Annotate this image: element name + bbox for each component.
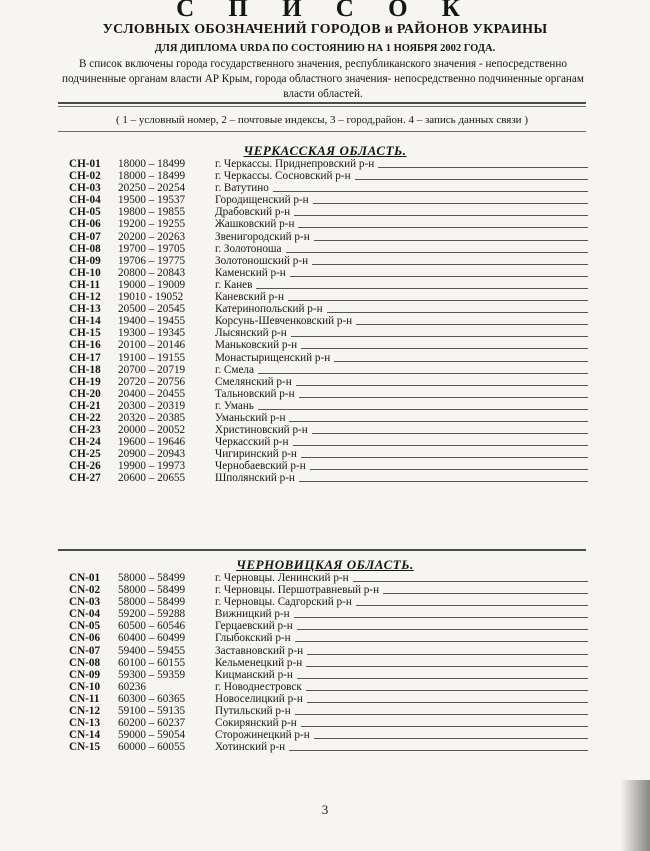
row-entry-line xyxy=(289,421,588,422)
row-entry-line xyxy=(383,593,588,594)
table-row xyxy=(0,681,650,693)
row-code: CN-08 xyxy=(69,656,101,669)
row-entry-line xyxy=(307,654,588,655)
row-code: СН-26 xyxy=(69,460,101,473)
row-postal-range: 19000 – 19009 xyxy=(118,278,186,291)
row-postal-range: 19010 - 19052 xyxy=(118,291,184,304)
row-place-name: г. Черновцы. Ленинский р-н xyxy=(215,572,349,584)
row-postal-range: 58000 – 58499 xyxy=(118,572,186,584)
row-postal-range: 19900 – 19973 xyxy=(118,460,186,473)
row-place-name: Христиновский р-н xyxy=(215,424,308,437)
table-row xyxy=(0,705,650,717)
row-place-name: г. Золотоноша xyxy=(215,242,282,255)
row-code: CN-14 xyxy=(69,729,101,742)
row-place-name: Сторожинецкий р-н xyxy=(215,729,310,742)
row-place-name: Золотоношский р-н xyxy=(215,254,309,267)
row-code: CN-06 xyxy=(69,632,101,645)
row-postal-range: 60500 – 60546 xyxy=(118,620,186,633)
row-code: CN-02 xyxy=(69,584,101,597)
table-row xyxy=(0,218,650,230)
row-entry-line xyxy=(296,385,588,386)
row-postal-range: 60236 xyxy=(118,680,146,693)
row-entry-line xyxy=(353,581,588,582)
divider xyxy=(58,102,586,104)
row-code: СН-17 xyxy=(69,351,101,364)
table-row xyxy=(0,608,650,620)
row-entry-line xyxy=(334,361,588,362)
row-entry-line xyxy=(301,348,588,349)
row-code: CN-12 xyxy=(69,705,101,718)
row-place-name: Сокирянский р-н xyxy=(215,717,297,730)
row-code: СН-15 xyxy=(69,327,101,340)
row-code: СН-09 xyxy=(69,254,101,267)
table-row xyxy=(0,632,650,644)
row-postal-range: 19600 – 19646 xyxy=(118,436,186,449)
row-postal-range: 59100 – 59135 xyxy=(118,705,186,718)
row-code: CN-01 xyxy=(69,572,101,584)
row-postal-range: 60100 – 60155 xyxy=(118,656,186,669)
row-entry-line xyxy=(297,678,588,679)
row-entry-line xyxy=(306,666,588,667)
document-description: В список включены города государственного значения, республиканского значения - непосредственно подчиненные органам власти АР Крым, города областного значения- непосредственно подчиненные органам власти областей. xyxy=(62,58,584,101)
row-place-name: г. Новоднестровск xyxy=(215,680,302,693)
table-row xyxy=(0,231,650,243)
row-postal-range: 19800 – 19855 xyxy=(118,206,186,219)
row-place-name: Лысянский р-н xyxy=(215,327,287,340)
row-entry-line xyxy=(310,469,588,470)
row-place-name: Герцаевский р-н xyxy=(215,620,293,633)
row-postal-range: 20200 – 20263 xyxy=(118,230,186,243)
row-postal-range: 60000 – 60055 xyxy=(118,741,186,754)
row-entry-line xyxy=(298,227,588,228)
row-postal-range: 58000 – 58499 xyxy=(118,584,186,597)
document-subtitle: УСЛОВНЫХ ОБОЗНАЧЕНИЙ ГОРОДОВ и РАЙОНОВ УКРАИНЫ xyxy=(102,22,548,37)
row-code: СН-22 xyxy=(69,411,101,424)
row-postal-range: 20800 – 20843 xyxy=(118,266,186,279)
row-entry-line xyxy=(290,276,588,277)
table-row xyxy=(0,194,650,206)
row-place-name: Уманьский р-н xyxy=(215,411,286,424)
table-row xyxy=(0,472,650,484)
row-postal-range: 19100 – 19155 xyxy=(118,351,186,364)
row-code: СН-24 xyxy=(69,436,101,449)
table-row xyxy=(0,400,650,412)
row-code: СН-05 xyxy=(69,206,101,219)
table-row xyxy=(0,303,650,315)
row-place-name: Чернобаевский р-н xyxy=(215,460,306,473)
row-place-name: Монастырищенский р-н xyxy=(215,351,331,364)
row-code: СН-03 xyxy=(69,182,101,195)
table-row xyxy=(0,596,650,608)
region-title-chernivtsi: ЧЕРНОВИЦКАЯ ОБЛАСТЬ. xyxy=(236,557,414,572)
row-code: CN-09 xyxy=(69,668,101,681)
table-row xyxy=(0,364,650,376)
row-code: CN-07 xyxy=(69,644,101,657)
row-postal-range: 20500 – 20545 xyxy=(118,303,186,316)
row-entry-line xyxy=(301,457,588,458)
table-row xyxy=(0,436,650,448)
row-code: СН-13 xyxy=(69,303,101,316)
table-row xyxy=(0,424,650,436)
table-row xyxy=(0,339,650,351)
row-postal-range: 20400 – 20455 xyxy=(118,387,186,400)
table-row xyxy=(0,170,650,182)
table-row xyxy=(0,693,650,705)
row-entry-line xyxy=(299,481,588,482)
row-place-name: Черкасский р-н xyxy=(215,436,289,449)
table-row xyxy=(0,729,650,741)
row-place-name: Кельменецкий р-н xyxy=(215,656,303,669)
row-entry-line xyxy=(286,252,588,253)
row-code: СН-12 xyxy=(69,291,101,304)
row-place-name: Корсунь-Шевченковский р-н xyxy=(215,315,353,328)
row-postal-range: 20320 – 20385 xyxy=(118,411,186,424)
region-title-cherkasy: ЧЕРКАССКАЯ ОБЛАСТЬ. xyxy=(243,143,407,158)
row-code: CN-10 xyxy=(69,680,101,693)
row-code: СН-11 xyxy=(69,278,101,291)
row-place-name: Городищенский р-н xyxy=(215,194,309,207)
row-code: СН-07 xyxy=(69,230,101,243)
row-entry-line xyxy=(314,738,588,739)
row-place-name: г. Умань xyxy=(215,399,254,412)
divider xyxy=(58,131,586,132)
table-row xyxy=(0,448,650,460)
divider xyxy=(58,106,586,107)
row-entry-line xyxy=(355,179,588,180)
row-postal-range: 18000 – 18499 xyxy=(118,158,186,170)
row-postal-range: 18000 – 18499 xyxy=(118,170,186,183)
table-row xyxy=(0,315,650,327)
row-place-name: г. Черновцы. Садгорский р-н xyxy=(215,596,352,609)
region-table-cherkasy xyxy=(0,158,650,485)
row-code: CN-11 xyxy=(69,692,100,705)
row-entry-line xyxy=(313,203,588,204)
row-place-name: Тальновский р-н xyxy=(215,387,295,400)
row-postal-range: 59400 – 59455 xyxy=(118,644,186,657)
document-subtitle-date: ДЛЯ ДИПЛОМА URDA ПО СОСТОЯНИЮ НА 1 НОЯБРЯ 2002 ГОДА. xyxy=(154,43,496,54)
table-row xyxy=(0,669,650,681)
table-row xyxy=(0,572,650,584)
row-place-name: Катеринопольский р-н xyxy=(215,303,323,316)
row-postal-range: 59000 – 59054 xyxy=(118,729,186,742)
row-place-name: Путильский р-н xyxy=(215,705,291,718)
row-place-name: Маньковский р-н xyxy=(215,339,298,352)
row-entry-line xyxy=(378,167,588,168)
row-postal-range: 19700 – 19705 xyxy=(118,242,186,255)
row-code: CN-03 xyxy=(69,596,101,609)
row-postal-range: 20720 – 20756 xyxy=(118,375,186,388)
table-row xyxy=(0,291,650,303)
row-code: СН-02 xyxy=(69,170,101,183)
row-entry-line xyxy=(258,409,588,410)
row-code: СН-21 xyxy=(69,399,101,412)
row-place-name: Смелянский р-н xyxy=(215,375,292,388)
table-row xyxy=(0,327,650,339)
row-place-name: Шполянский р-н xyxy=(215,472,295,485)
row-code: CN-13 xyxy=(69,717,101,730)
row-entry-line xyxy=(356,605,588,606)
row-code: СН-06 xyxy=(69,218,101,231)
row-entry-line xyxy=(289,750,588,751)
row-code: CN-05 xyxy=(69,620,101,633)
row-code: СН-08 xyxy=(69,242,101,255)
row-place-name: Звенигородский р-н xyxy=(215,230,310,243)
row-postal-range: 19500 – 19537 xyxy=(118,194,186,207)
row-entry-line xyxy=(258,373,588,374)
row-place-name: Жашковский р-н xyxy=(215,218,295,231)
row-entry-line xyxy=(356,324,588,325)
table-row xyxy=(0,412,650,424)
row-place-name: г. Черновцы. Першотравневый р-н xyxy=(215,584,380,597)
row-place-name: г. Ватутино xyxy=(215,182,269,195)
row-entry-line xyxy=(327,312,588,313)
row-place-name: Хотинский р-н xyxy=(215,741,286,754)
region-table-chernivtsi xyxy=(0,572,650,753)
column-legend: ( 1 – условный номер, 2 – почтовые индексы, 3 – город,район. 4 – запись данных связи ) xyxy=(116,114,528,126)
row-code: СН-23 xyxy=(69,424,101,437)
table-row xyxy=(0,460,650,472)
table-row xyxy=(0,243,650,255)
row-postal-range: 60200 – 60237 xyxy=(118,717,186,730)
row-place-name: Чигиринский р-н xyxy=(215,448,297,461)
row-entry-line xyxy=(295,641,588,642)
row-code: CN-15 xyxy=(69,741,101,754)
row-postal-range: 19300 – 19345 xyxy=(118,327,186,340)
row-entry-line xyxy=(301,726,588,727)
row-code: СН-27 xyxy=(69,472,101,485)
row-entry-line xyxy=(291,336,588,337)
row-postal-range: 19200 – 19255 xyxy=(118,218,186,231)
row-entry-line xyxy=(294,617,588,618)
table-row xyxy=(0,352,650,364)
row-code: СН-14 xyxy=(69,315,101,328)
row-postal-range: 20250 – 20254 xyxy=(118,182,186,195)
row-postal-range: 20100 – 20146 xyxy=(118,339,186,352)
row-place-name: Вижницкий р-н xyxy=(215,608,290,621)
row-entry-line xyxy=(314,240,588,241)
row-code: СН-25 xyxy=(69,448,101,461)
row-postal-range: 60300 – 60365 xyxy=(118,692,186,705)
divider xyxy=(58,549,586,551)
row-code: СН-04 xyxy=(69,194,101,207)
row-entry-line xyxy=(294,215,588,216)
row-entry-line xyxy=(299,397,588,398)
row-place-name: Глыбокский р-н xyxy=(215,632,291,645)
row-postal-range: 59300 – 59359 xyxy=(118,668,186,681)
row-place-name: г. Канев xyxy=(215,278,253,291)
row-postal-range: 19400 – 19455 xyxy=(118,315,186,328)
row-postal-range: 58000 – 58499 xyxy=(118,596,186,609)
row-code: СН-16 xyxy=(69,339,101,352)
row-postal-range: 20000 – 20052 xyxy=(118,424,186,437)
row-entry-line xyxy=(307,702,588,703)
row-entry-line xyxy=(312,433,588,434)
table-row xyxy=(0,717,650,729)
row-place-name: Кицманский р-н xyxy=(215,668,293,681)
table-row xyxy=(0,584,650,596)
row-place-name: Каневский р-н xyxy=(215,291,284,304)
row-entry-line xyxy=(273,191,588,192)
table-row xyxy=(0,620,650,632)
row-postal-range: 20700 – 20719 xyxy=(118,363,186,376)
table-row xyxy=(0,206,650,218)
table-row xyxy=(0,255,650,267)
table-row xyxy=(0,657,650,669)
table-row xyxy=(0,741,650,753)
row-code: СН-19 xyxy=(69,375,101,388)
row-place-name: г. Черкассы. Приднепровский р-н xyxy=(215,158,375,170)
row-code: СН-10 xyxy=(69,266,101,279)
document-title: С П И С О К xyxy=(176,0,474,22)
row-code: СН-20 xyxy=(69,387,101,400)
row-postal-range: 59200 – 59288 xyxy=(118,608,186,621)
page-number: 3 xyxy=(321,802,329,817)
row-code: СН-18 xyxy=(69,363,101,376)
row-place-name: г. Черкассы. Сосновский р-н xyxy=(215,170,351,183)
row-code: CN-04 xyxy=(69,608,101,621)
row-postal-range: 60400 – 60499 xyxy=(118,632,186,645)
row-place-name: Драбовский р-н xyxy=(215,206,291,219)
row-entry-line xyxy=(295,714,588,715)
row-code: СН-01 xyxy=(69,158,101,170)
row-entry-line xyxy=(288,300,588,301)
row-entry-line xyxy=(297,629,588,630)
table-row xyxy=(0,267,650,279)
table-row xyxy=(0,376,650,388)
scan-edge-shadow xyxy=(620,780,650,851)
row-place-name: Заставновский р-н xyxy=(215,644,304,657)
row-entry-line xyxy=(306,690,588,691)
row-postal-range: 19706 – 19775 xyxy=(118,254,186,267)
row-postal-range: 20300 – 20319 xyxy=(118,399,186,412)
table-row xyxy=(0,645,650,657)
table-row xyxy=(0,279,650,291)
table-row xyxy=(0,388,650,400)
table-row xyxy=(0,158,650,170)
table-row xyxy=(0,182,650,194)
row-entry-line xyxy=(312,264,588,265)
row-entry-line xyxy=(256,288,588,289)
row-postal-range: 20600 – 20655 xyxy=(118,472,186,485)
row-place-name: г. Смела xyxy=(215,363,254,376)
row-place-name: Каменский р-н xyxy=(215,266,286,279)
row-entry-line xyxy=(293,445,588,446)
row-postal-range: 20900 – 20943 xyxy=(118,448,186,461)
row-place-name: Новоселицкий р-н xyxy=(215,692,303,705)
